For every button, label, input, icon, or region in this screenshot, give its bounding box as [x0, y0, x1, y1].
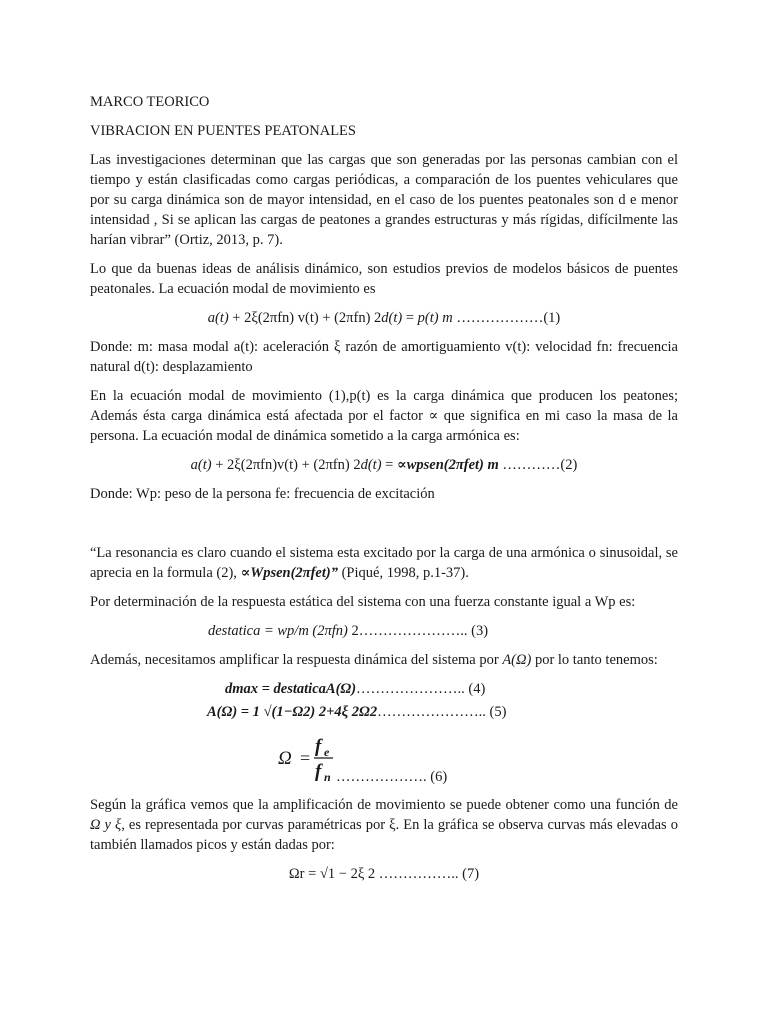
eq6-denominator-sub: n — [324, 770, 331, 784]
svg-text:=: = — [300, 748, 311, 768]
eq6-ref: ………………. (6) — [336, 769, 448, 785]
section-title: MARCO TEORICO — [90, 94, 210, 110]
eq1-acceleration: a(t) — [207, 310, 229, 326]
subsection-title: VIBRACION EN PUENTES PEATONALES — [90, 123, 356, 139]
equation-4 — [90, 679, 678, 699]
equation-7 — [90, 864, 678, 884]
amplification-math: A(Ω) — [502, 652, 532, 668]
eq1-displacement: d(t) — [381, 310, 403, 326]
eq7-expression: Ωr = √1 − 2ξ 2 — [288, 866, 376, 882]
graph-text: Según la gráfica vemos que la amplificación de movimiento se puede obtener como una función de — [90, 797, 678, 813]
paragraph-modal-equation: Lo que da buenas ideas de análisis dinámico, son estudios previos de modelos básicos de puentes peatonales. La ecuación modal de movimiento es — [90, 261, 678, 297]
equation-6 — [90, 731, 678, 789]
eq6-omega: Ω — [278, 748, 292, 769]
eq2-harmonic-load: ∝wpsen(2πfet) m — [396, 457, 499, 473]
paragraph-where-1: Donde: m: masa modal a(t): aceleración ξ razón de amortiguamiento v(t): velocidad fn: frecuencia natural d(t): desplazamiento — [90, 339, 678, 375]
quote-citation: (Piqué, 1998, p.1-37). — [337, 565, 469, 581]
document-page — [90, 92, 678, 893]
paragraph-intro: Las investigaciones determinan que las cargas que son generadas por las personas cambian con el tiempo y están clasificadas como cargas periódicas, a comparación de los puentes vehiculares que por su carga dinámica son de mayor intensidad, en el caso de los puentes peatonales son d e menor intensidad , Si se aplican las cargas de peatones a grandes estructuras y más rígidas, difícilmente las harían vibrar” (Ortiz, 2013, p. 7). — [90, 152, 678, 248]
amplification-tail: por lo tanto tenemos: — [531, 652, 658, 668]
eq2-displacement: d(t) — [360, 457, 382, 473]
paragraph-where-2: Donde: Wp: peso de la persona fe: frecuencia de excitación — [90, 486, 435, 502]
graph-tail: , es representada por curvas paramétricas por ξ. En la gráfica se observa curvas más elevadas o también llamados picos y están dadas por: — [90, 817, 678, 853]
paragraph-dynamic-load: En la ecuación modal de movimiento (1),p(t) es la carga dinámica que producen los peatones; Además ésta carga dinámica está afectada por el factor ∝ que significa en mi caso la masa de la persona. La ecuación modal de dinámica sometido a la carga armónica es: — [90, 388, 678, 444]
paragraph-graph — [90, 795, 678, 855]
eq2-acceleration: a(t) — [190, 457, 212, 473]
amplification-text: Además, necesitamos amplificar la respuesta dinámica del sistema por — [90, 652, 503, 668]
eq6-numerator-sub: e — [324, 745, 330, 759]
eq2-equals: = — [381, 457, 397, 473]
vertical-gap — [90, 513, 678, 543]
eq7-ref: …………….. (7) — [375, 866, 480, 882]
eq3-expression: destatica = wp/m (2πfn) — [208, 623, 348, 639]
omega-fraction-formula — [276, 731, 336, 789]
eq1-ref: ………………(1) — [452, 310, 561, 326]
eq6-denominator: f — [315, 761, 322, 782]
equation-5 — [90, 702, 678, 722]
eq1-equals: = — [402, 310, 418, 326]
eq3-ref: 2………………….. (3) — [347, 623, 489, 639]
paragraph-amplification — [90, 650, 678, 670]
quote-text: “La resonancia es claro cuando el sistema esta excitado por la carga de una armónica o sinusoidal, se aprecia en la formula (2), — [90, 545, 678, 581]
eq1-middle: + 2ξ(2πfn) v(t) + (2πfn) 2 — [228, 310, 382, 326]
eq5-ref: ………………….. (5) — [377, 704, 507, 720]
paragraph-static-response: Por determinación de la respuesta estática del sistema con una fuerza constante igual a Wp es: — [90, 594, 636, 610]
eq2-middle: + 2ξ(2πfn)v(t) + (2πfn) 2 — [211, 457, 361, 473]
graph-math: Ω y ξ — [90, 817, 122, 833]
equation-1 — [90, 308, 678, 328]
eq1-load: p(t) m — [417, 310, 453, 326]
equation-3 — [90, 621, 678, 641]
equation-2 — [90, 455, 678, 475]
paragraph-resonance-quote — [90, 543, 678, 583]
eq4-expression: dmax = destaticaA(Ω) — [225, 681, 357, 697]
quote-formula: ∝Wpsen(2πfet)” — [240, 565, 338, 581]
eq4-ref: ………………….. (4) — [356, 681, 486, 697]
eq5-expression: A(Ω) = 1 √(1−Ω2) 2+4ξ 2Ω2 — [207, 704, 378, 720]
eq6-numerator: f — [315, 736, 322, 757]
eq2-ref: …………(2) — [498, 457, 578, 473]
